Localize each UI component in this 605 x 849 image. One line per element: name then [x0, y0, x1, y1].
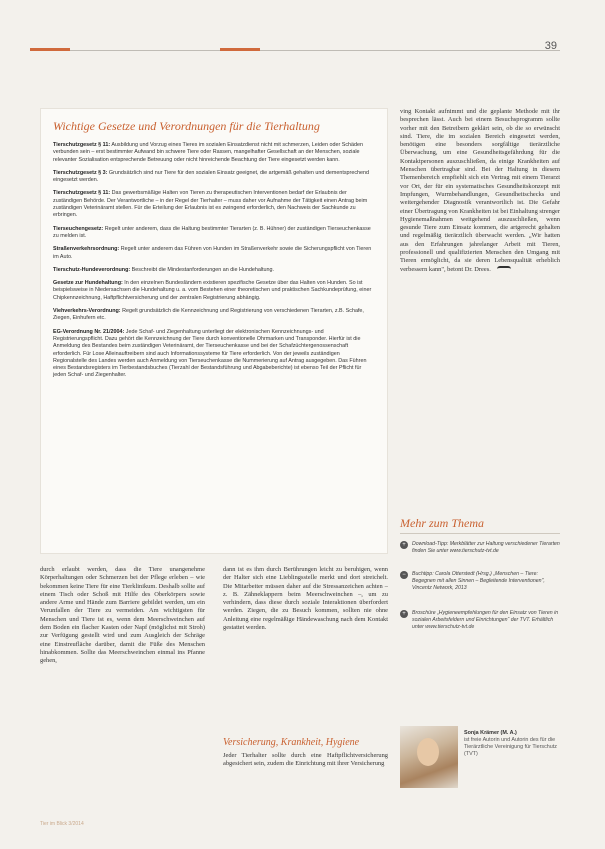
law-entry	[53, 267, 375, 274]
column-middle-text: dann ist es ihm durch Berührungen leicht zu beruhigen, wenn der Halter sich eine Lieblingsstelle merkt und dort streichelt. Die Mitarbeiter müssen daher auf die Stressanzeichen achten – z. B. Zähneklappern beim Meerschweinchen –, um zu verhindern, dass diese durch soziale Interaktionen überfordert werden. Ziegen, die zu Besuch kommen, sollten nie ohne Anleitung eine regelmäßige Händewaschung nach dem Kontakt gestattet werden.	[223, 566, 388, 632]
law-entry	[53, 226, 375, 241]
law-text: Regelt unter anderem, dass die Haltung bestimmter Tierarten (z. B. Hühner) der zuständigen Tierseuchenkasse zu melden ist.	[53, 225, 371, 239]
top-rule	[30, 50, 560, 51]
more-item	[400, 541, 560, 555]
law-entry	[53, 142, 375, 164]
law-text: Das gewerbsmäßige Halten von Tieren zu therapeutischen Interventionen bedarf der Erlaubnis der zuständigen Behörde. Der Verantwortliche – in der Regel der Tierhalter – muss daher vor Aufnahme der Tätigkeit einen Antrag beim zuständigen Veterinäramt stellen. Für die Erteilung der Erlaubnis ist es zwingend erforderlich, den Nachweis der Sachkunde zu erbringen.	[53, 190, 368, 219]
laws-box-title: Wichtige Gesetze und Verordnungen für die Tierhaltung	[53, 119, 320, 133]
column-middle-continued	[223, 752, 388, 769]
law-text: In den einzelnen Bundesländern existieren spezifische Gesetze über das Halten von Hunden. So ist beispielsweise in Niedersachsen die Hundehaltung u. a. vom Bestehen einer theoretischen und praktischen Sachkundeprüfung, einer Chipkennzeichnung, Haftpflichtversicherung und der zentralen Registrierung abhängig.	[53, 280, 372, 301]
accent-mark-left	[30, 48, 70, 51]
author-bio: ist freie Autorin und Autorin des für die Tierärztliche Vereinigung für Tierschutz (TVT)	[464, 737, 557, 757]
right-column	[400, 108, 560, 274]
law-text: Regelt grundsätzlich die Kennzeichnung und Registrierung von verschiedenen Tierarten, z.B. Schafe, Ziegen, Einhufern etc.	[53, 308, 364, 322]
law-name: Tierschutzgesetz § 3:	[53, 169, 108, 176]
law-name: Tierschutzgesetz § 11:	[53, 190, 111, 197]
law-text: Beschreibt die Mindestanforderungen an die Hundehaltung.	[130, 266, 275, 273]
law-text: Jede Schaf- und Ziegenhaltung unterliegt der elektronischen Kennzeichnungs- und Registrierungspflicht. Dazu gehört die Kennzeichnung der Tiere durch konventionelle Ohrmarken und Transponder. Hierfür ist die Anmeldung des Bestandes beim zuständigen Veterinäramt, der Tierseuchenkasse und bei der Schafzüchtergenossenschaft erforderlich. Für Lose Alleinauftreibern sind auch Informationssysteme für Tiere erforderlich. Von der jeweils zuständigen Regionalstelle des Landes werden auch Anmeldung von Tierseuchenkasse die Nummerierung auf Antrag ausgegeben. Das Führen eines Bestandsregisters im Tierbestandsbuches (Tierzahl der Bestandsführung und Abgabeberichte) ist ebenso Teil der Pflicht für jeden Schaf- und Ziegenhalter.	[53, 328, 367, 379]
law-name: Gesetze zur Hundehaltung:	[53, 280, 123, 287]
law-text: Ausbildung und Vorzug eines Tieres im sozialen Einsatzdienst nicht mit schmerzen, Leiden oder Schäden verbunden sein – erst bestimmter Aufwand bin schwere Tiere oder Rassen, mangelhafter Gesellschaft an der Menschen, soziale relevanter Sozialisation entsprechende Betreuung oder nicht hinreichende Beachtung der Tiere eingesetzt werden kann.	[53, 142, 364, 163]
law-text: Grundsätzlich sind nur Tiere für den sozialen Einsatz geeignet, die artgemäß gehalten und dementsprechend eingesetzt werden.	[53, 169, 370, 184]
law-entry	[53, 280, 375, 302]
author-info	[464, 730, 564, 758]
book-icon: −	[400, 571, 408, 579]
law-entry	[53, 308, 375, 323]
law-name: EG-Verordnung Nr. 21/2004:	[53, 328, 125, 335]
law-entry	[53, 246, 375, 261]
law-name: Tierschutz-Hundeverordnung:	[53, 266, 131, 273]
plus-icon: +	[400, 541, 408, 549]
column-left	[40, 566, 205, 666]
author-face	[417, 738, 439, 766]
section-subheading: Versicherung, Krankheit, Hygiene	[223, 737, 360, 748]
law-entry	[53, 170, 375, 185]
more-item	[400, 610, 560, 631]
column-left-text: durch erlaubt werden, dass die Tiere unangenehme Körperhaltungen oder Schmerzen bei der Pflege erleben – wie bekommen keine Tiere für eine Tierklinikum. Deshalb sollte auf einem Tisch oder Schoß mit Hilfe des Oberkörpers sowie andere Arme und Hände zum Barriere gebildet werden, um ein Verunfallen der Tiere zu vermeiden. Am wichtigsten für Menschen und Tiere ist es, wenn dem Meerschweinchen auf dem Boden ein flacher Kasten oder Napf (möglichst mit Stroh) zur Verfügung gestellt wird und zum Ausgleich der Schräge eine Einstreufläche darüber, damit die Füße des Menschen hinabkommen. Sollte das Meerschweinchen einmal ins Pfanne gehen,	[40, 566, 205, 665]
end-mark-icon	[497, 266, 511, 272]
more-item-text: Buchtipp: Carola Otterstedt (Hrsg.) „Menschen – Tiere: Begegnen mit allen Sinnen – Begleitende Interventionen", Vincentz Network, 2013	[412, 571, 545, 591]
page-number: 39	[544, 40, 557, 52]
laws-list	[53, 142, 375, 380]
law-name: Tierseuchengesetz:	[53, 225, 104, 232]
more-item	[400, 571, 560, 592]
law-entry	[53, 329, 375, 380]
laws-box	[40, 108, 388, 554]
column-middle	[223, 566, 388, 632]
law-name: Straßenverkehrsordnung:	[53, 246, 120, 253]
law-entry	[53, 190, 375, 219]
right-column-text: ving Kontakt aufnimmt und die geplante Methode mit ihr besprechen lässt. Auch bei einem Besuchsprogramm sollte vorher mit den Betreibern geklärt sein, ob die so erwünscht sind. Tiere, die im sozialen Bereich eingesetzt werden, benötigen eine besonders sorgfältige tierärztliche Überwachung, um eine Gesundheitsgefährdung für die Kontaktpersonen auszuschließen, da einige Krankheiten auf Menschen übertragbar sind. Bei der Haltung in diesem Themenbereich empfiehlt sich ein Vertrag mit einem Tierarzt vor Ort, der für ein systematisches Gesundheitskonzept mit Impfungen, Wurmbehandlungen, Gesundheitschecks und weitergehender Diagnostik verantwortlich ist. Die Gefahr einer Übertragung von Krankheiten ist bei Einhaltung strenger Hygienemaßnahmen weitgehend auszuschließen, wenn gesunde Tiere zum Einsatz kommen, die artgerecht gehalten und regelmäßig tierärztlich überwacht werden. „Wir hatten aus den Erfahrungen jahrelanger Arbeit mit Tieren, professionell und qualifizierten Menschen den Umgang mit Tieren ermöglicht, da sie deren Lebensqualität erheblich verbessern kann", betont Dr. Drees.	[400, 108, 560, 273]
author-name: Sonja Krämer (M. A.)	[464, 730, 517, 736]
more-divider	[400, 533, 560, 534]
page-footer: Tier im Blick 3/2014	[40, 821, 84, 827]
more-item-text: Download-Tipp: Merkblätter zur Haltung verschiedener Tierarten finden Sie unter www.tierschutz-tvt.de	[412, 541, 560, 554]
law-text: Regelt unter anderem das Führen von Hunden im Straßenverkehr sowie die Sicherungspflicht von Tieren im Auto.	[53, 246, 372, 260]
law-name: Viehverkehrs-Verordnung:	[53, 308, 121, 315]
law-name: Tierschutzgesetz § 11:	[53, 142, 111, 148]
column-middle-continued-text: Jeder Tierhalter sollte durch eine Haftpflichtversicherung abgesichert sein, zudem die Einrichtung mit ihrer Versicherung	[223, 752, 388, 768]
more-heading: Mehr zum Thema	[400, 516, 484, 530]
more-item-text: Broschüre „Hygieneempfehlungen für den Einsatz von Tieren in sozialen Arbeitsfeldern und Einrichtungen“ der TVT. Erhältlich unter www.tierschutz-tvt.de	[412, 610, 559, 630]
accent-mark-center	[220, 48, 260, 51]
plus-icon: +	[400, 610, 408, 618]
